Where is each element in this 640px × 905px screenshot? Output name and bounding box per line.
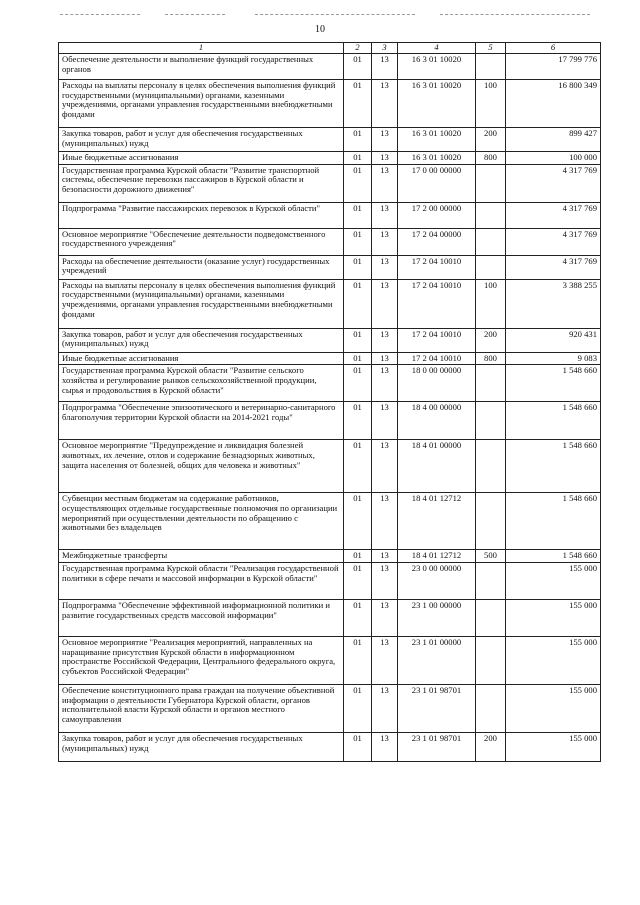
row-name: Закупка товаров, работ и услуг для обеспечения государственных (муниципальных) нужд <box>59 128 344 152</box>
row-expense-type <box>476 228 506 255</box>
row-name: Основное мероприятие "Обеспечение деятельности подведомственного государственного учреждения" <box>59 228 344 255</box>
row-section: 01 <box>344 562 372 599</box>
row-target-article: 23 1 00 00000 <box>398 599 476 636</box>
row-section: 01 <box>344 328 372 352</box>
row-section: 01 <box>344 684 372 732</box>
row-amount: 4 317 769 <box>506 202 601 228</box>
row-amount: 155 000 <box>506 732 601 761</box>
row-section: 01 <box>344 352 372 365</box>
row-section: 01 <box>344 255 372 279</box>
row-subsection: 13 <box>372 80 398 128</box>
table-row <box>59 562 601 599</box>
row-section: 01 <box>344 54 372 80</box>
row-amount: 920 431 <box>506 328 601 352</box>
row-target-article: 17 2 00 00000 <box>398 202 476 228</box>
table-row <box>59 599 601 636</box>
table-header-row <box>59 43 601 54</box>
row-target-article: 18 0 00 00000 <box>398 365 476 402</box>
row-target-article: 23 1 01 98701 <box>398 732 476 761</box>
row-expense-type: 100 <box>476 80 506 128</box>
row-amount: 16 800 349 <box>506 80 601 128</box>
scan-artifact-line <box>60 14 140 15</box>
row-subsection: 13 <box>372 328 398 352</box>
scan-artifact-line <box>255 14 415 15</box>
row-name: Иные бюджетные ассигнования <box>59 352 344 365</box>
row-amount: 155 000 <box>506 636 601 684</box>
row-target-article: 18 4 00 00000 <box>398 402 476 440</box>
row-subsection: 13 <box>372 54 398 80</box>
row-target-article: 23 1 01 98701 <box>398 684 476 732</box>
row-name: Подпрограмма "Развитие пассажирских перевозок в Курской области" <box>59 202 344 228</box>
table-row <box>59 328 601 352</box>
row-amount: 899 427 <box>506 128 601 152</box>
row-subsection: 13 <box>372 152 398 165</box>
row-target-article: 17 2 04 10010 <box>398 255 476 279</box>
row-target-article: 23 0 00 00000 <box>398 562 476 599</box>
row-target-article: 18 4 01 00000 <box>398 440 476 493</box>
row-subsection: 13 <box>372 164 398 202</box>
row-name: Подпрограмма "Обеспечение эпизоотического и ветеринарно-санитарного благополучия территории Курской области на 2014-2021 годы" <box>59 402 344 440</box>
row-expense-type: 200 <box>476 328 506 352</box>
row-subsection: 13 <box>372 684 398 732</box>
row-section: 01 <box>344 550 372 563</box>
row-expense-type <box>476 562 506 599</box>
row-expense-type <box>476 636 506 684</box>
row-subsection: 13 <box>372 732 398 761</box>
row-name: Расходы на выплаты персоналу в целях обеспечения выполнения функций государственными (муниципальными) органами, казенными учреждениями, органами управления государственными внебюджетными фондами <box>59 80 344 128</box>
row-expense-type <box>476 493 506 550</box>
row-amount: 100 000 <box>506 152 601 165</box>
row-subsection: 13 <box>372 440 398 493</box>
table-row <box>59 365 601 402</box>
row-expense-type: 500 <box>476 550 506 563</box>
table-row <box>59 202 601 228</box>
row-section: 01 <box>344 279 372 328</box>
row-subsection: 13 <box>372 562 398 599</box>
row-target-article: 23 1 01 00000 <box>398 636 476 684</box>
row-expense-type <box>476 365 506 402</box>
row-section: 01 <box>344 493 372 550</box>
row-name: Основное мероприятие "Реализация мероприятий, направленных на наращивание присутствия Курской области в информационном пространстве Российской Федерации, Центрального федерального округа, субъектов Российской Федерации" <box>59 636 344 684</box>
row-target-article: 16 3 01 10020 <box>398 54 476 80</box>
row-amount: 17 799 776 <box>506 54 601 80</box>
row-name: Расходы на обеспечение деятельности (оказание услуг) государственных учреждений <box>59 255 344 279</box>
row-subsection: 13 <box>372 550 398 563</box>
row-target-article: 17 2 04 10010 <box>398 328 476 352</box>
table-row <box>59 80 601 128</box>
row-section: 01 <box>344 152 372 165</box>
table-row <box>59 636 601 684</box>
row-expense-type: 200 <box>476 128 506 152</box>
row-target-article: 16 3 01 10020 <box>398 152 476 165</box>
table-row <box>59 550 601 563</box>
row-name: Основное мероприятие "Предупреждение и ликвидация болезней животных, их лечение, отлов и содержание безнадзорных животных, защита населения от болезней, общих для человека и животных" <box>59 440 344 493</box>
row-amount: 155 000 <box>506 684 601 732</box>
row-section: 01 <box>344 440 372 493</box>
row-section: 01 <box>344 599 372 636</box>
row-section: 01 <box>344 636 372 684</box>
budget-table <box>58 42 601 762</box>
table-row <box>59 54 601 80</box>
row-section: 01 <box>344 128 372 152</box>
row-expense-type <box>476 440 506 493</box>
page-number: 10 <box>315 24 325 35</box>
table-row <box>59 493 601 550</box>
row-amount: 155 000 <box>506 599 601 636</box>
table-row <box>59 402 601 440</box>
row-expense-type <box>476 402 506 440</box>
row-amount: 1 548 660 <box>506 365 601 402</box>
row-amount: 1 548 660 <box>506 402 601 440</box>
row-subsection: 13 <box>372 493 398 550</box>
row-name: Закупка товаров, работ и услуг для обеспечения государственных (муниципальных) нужд <box>59 328 344 352</box>
row-target-article: 18 4 01 12712 <box>398 550 476 563</box>
row-target-article: 18 4 01 12712 <box>398 493 476 550</box>
header-col-4: 4 <box>398 43 476 54</box>
row-amount: 1 548 660 <box>506 440 601 493</box>
header-col-6: 6 <box>506 43 601 54</box>
row-expense-type <box>476 255 506 279</box>
row-target-article: 17 2 04 10010 <box>398 352 476 365</box>
row-name: Государственная программа Курской области "Развитие сельского хозяйства и регулирование рынков сельскохозяйственной продукции, сырья и продовольствия в Курской области" <box>59 365 344 402</box>
row-subsection: 13 <box>372 202 398 228</box>
row-name: Закупка товаров, работ и услуг для обеспечения государственных (муниципальных) нужд <box>59 732 344 761</box>
row-amount: 1 548 660 <box>506 550 601 563</box>
row-section: 01 <box>344 402 372 440</box>
row-target-article: 17 0 00 00000 <box>398 164 476 202</box>
row-subsection: 13 <box>372 352 398 365</box>
row-expense-type <box>476 54 506 80</box>
scan-artifact-line <box>165 14 225 15</box>
table-row <box>59 255 601 279</box>
row-name: Расходы на выплаты персоналу в целях обеспечения выполнения функций государственными (муниципальными) органами, казенными учреждениями, органами управления государственными внебюджетными фондами <box>59 279 344 328</box>
row-name: Субвенции местным бюджетам на содержание работников, осуществляющих отдельные государственные полномочия по организации мероприятий при осуществлении деятельности по обращению с животными без владельцев <box>59 493 344 550</box>
row-amount: 9 083 <box>506 352 601 365</box>
table-row <box>59 128 601 152</box>
row-name: Межбюджетные трансферты <box>59 550 344 563</box>
header-col-3: 3 <box>372 43 398 54</box>
row-subsection: 13 <box>372 636 398 684</box>
row-expense-type <box>476 684 506 732</box>
row-amount: 1 548 660 <box>506 493 601 550</box>
table-row <box>59 684 601 732</box>
row-subsection: 13 <box>372 128 398 152</box>
row-target-article: 17 2 04 00000 <box>398 228 476 255</box>
table-row <box>59 440 601 493</box>
row-name: Иные бюджетные ассигнования <box>59 152 344 165</box>
table-row <box>59 352 601 365</box>
table-row <box>59 152 601 165</box>
row-amount: 4 317 769 <box>506 164 601 202</box>
row-subsection: 13 <box>372 279 398 328</box>
row-name: Государственная программа Курской области "Развитие транспортной системы, обеспечение перевозки пассажиров в Курской области и безопасности дорожного движения" <box>59 164 344 202</box>
row-subsection: 13 <box>372 228 398 255</box>
row-amount: 4 317 769 <box>506 255 601 279</box>
row-section: 01 <box>344 365 372 402</box>
row-section: 01 <box>344 80 372 128</box>
row-section: 01 <box>344 732 372 761</box>
header-col-1: 1 <box>59 43 344 54</box>
row-amount: 4 317 769 <box>506 228 601 255</box>
row-section: 01 <box>344 202 372 228</box>
row-name: Обеспечение деятельности и выполнение функций государственных органов <box>59 54 344 80</box>
row-subsection: 13 <box>372 599 398 636</box>
row-expense-type <box>476 202 506 228</box>
row-name: Подпрограмма "Обеспечение эффективной информационной политики и развитие государственных средств массовой информации" <box>59 599 344 636</box>
row-name: Государственная программа Курской области "Реализация государственной политики в сфере печати и массовой информации в Курской области" <box>59 562 344 599</box>
row-subsection: 13 <box>372 402 398 440</box>
row-expense-type: 800 <box>476 152 506 165</box>
row-subsection: 13 <box>372 255 398 279</box>
row-expense-type: 200 <box>476 732 506 761</box>
header-col-2: 2 <box>344 43 372 54</box>
scan-artifact-line <box>440 14 590 15</box>
row-expense-type <box>476 599 506 636</box>
table-row <box>59 164 601 202</box>
table-row <box>59 732 601 761</box>
row-amount: 155 000 <box>506 562 601 599</box>
row-expense-type: 800 <box>476 352 506 365</box>
row-name: Обеспечение конституционного права граждан на получение объективной информации о деятельности Губернатора Курской области, органов исполнительной власти Курской области и органов местного самоуправления <box>59 684 344 732</box>
table-row <box>59 228 601 255</box>
row-section: 01 <box>344 164 372 202</box>
row-section: 01 <box>344 228 372 255</box>
table-row <box>59 279 601 328</box>
row-expense-type <box>476 164 506 202</box>
row-target-article: 17 2 04 10010 <box>398 279 476 328</box>
row-target-article: 16 3 01 10020 <box>398 80 476 128</box>
row-target-article: 16 3 01 10020 <box>398 128 476 152</box>
header-col-5: 5 <box>476 43 506 54</box>
row-amount: 3 388 255 <box>506 279 601 328</box>
row-subsection: 13 <box>372 365 398 402</box>
row-expense-type: 100 <box>476 279 506 328</box>
